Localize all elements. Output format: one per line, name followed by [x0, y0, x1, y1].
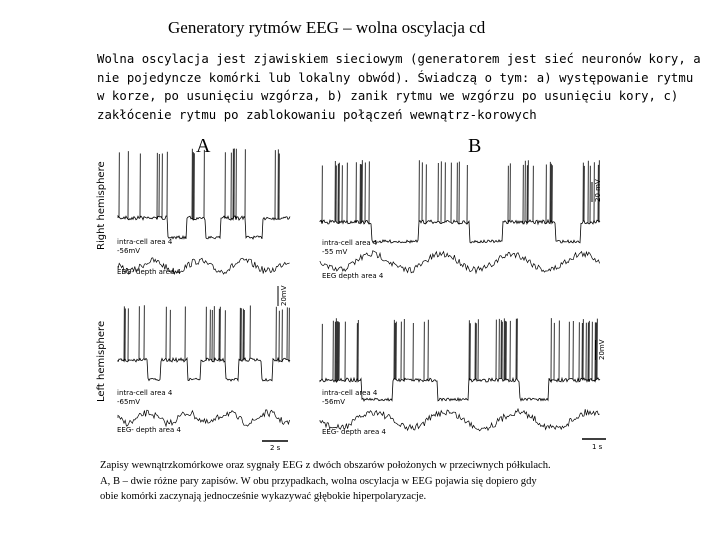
- b-bottom-eeg-label: EEG- depth area 4: [322, 428, 386, 436]
- panel-b-label: B: [468, 135, 482, 157]
- figure-caption: [100, 458, 630, 505]
- a-bottom-intra-mv: -65mV: [117, 398, 141, 406]
- b-top-eeg-trace: [320, 251, 600, 273]
- intro-line: zakłócenie rytmu po zablokowaniu połączeń wewnątrz-korowych: [97, 107, 537, 122]
- a-top-intra-mv: -56mV: [117, 247, 141, 255]
- b-top-intracellular-trace: [320, 160, 600, 243]
- a-top-eeg-label: EEG- depth area 4: [117, 268, 181, 276]
- b-bottom-intra-mv: -56mV: [322, 398, 346, 406]
- caption-line: Zapisy wewnątrzkomórkowe oraz sygnały EEG z dwóch obszarów położonych w przeciwnych półkulach.: [100, 460, 551, 471]
- left-hemisphere-label: Left hemisphere: [96, 320, 107, 402]
- caption-line: obie komórki zaczynają jednocześnie wykazywać głębokie hiperpolaryzacje.: [100, 491, 427, 502]
- a-bottom-intracellular-trace: [118, 305, 290, 381]
- intro-line: w korze, po usunięciu wzgórza, b) zanik rytmu we wzgórzu po usunięciu kory, c): [97, 89, 679, 103]
- slide-title: Generatory rytmów EEG – wolna oscylacja cd: [168, 18, 486, 37]
- intro-line: Wolna oscylacja jest zjawiskiem sieciowym (generatorem jest sieć neuronów kory, a: [97, 52, 701, 66]
- b-top-eeg-label: EEG depth area 4: [322, 272, 384, 280]
- a-top-intracellular-trace: [118, 149, 290, 240]
- a-bottom-intra-label: intra-cell area 4: [117, 389, 173, 397]
- b-scale-top: 20 mV: [594, 179, 602, 202]
- a-bottom-eeg-trace: [118, 410, 290, 426]
- b-scale-bottom: 20mV: [598, 339, 606, 360]
- a-scale-mv: 20mV: [280, 285, 288, 306]
- intro-line: nie pojedyncze komórki lub lokalny obwód). Świadczą o tym: a) występowanie rytmu: [97, 70, 694, 85]
- b-bottom-intra-label: intra-cell area 4: [322, 389, 378, 397]
- b-top-intra-mv: -55 mV: [322, 248, 348, 256]
- right-hemisphere-label: Right hemisphere: [96, 161, 107, 250]
- a-top-intra-label: intra-cell area 4: [117, 238, 173, 246]
- a-bottom-eeg-label: EEG- depth area 4: [117, 426, 181, 434]
- b-top-intra-label: intra-cell area 4: [322, 239, 378, 247]
- caption-line: A, B – dwie różne pary zapisów. W obu przypadkach, wolna oscylacja w EEG pojawia się dopiero gdy: [100, 475, 537, 487]
- panel-a-label: A: [196, 135, 211, 157]
- b-time-scale: 1 s: [592, 443, 603, 451]
- a-time-scale: 2 s: [270, 444, 281, 452]
